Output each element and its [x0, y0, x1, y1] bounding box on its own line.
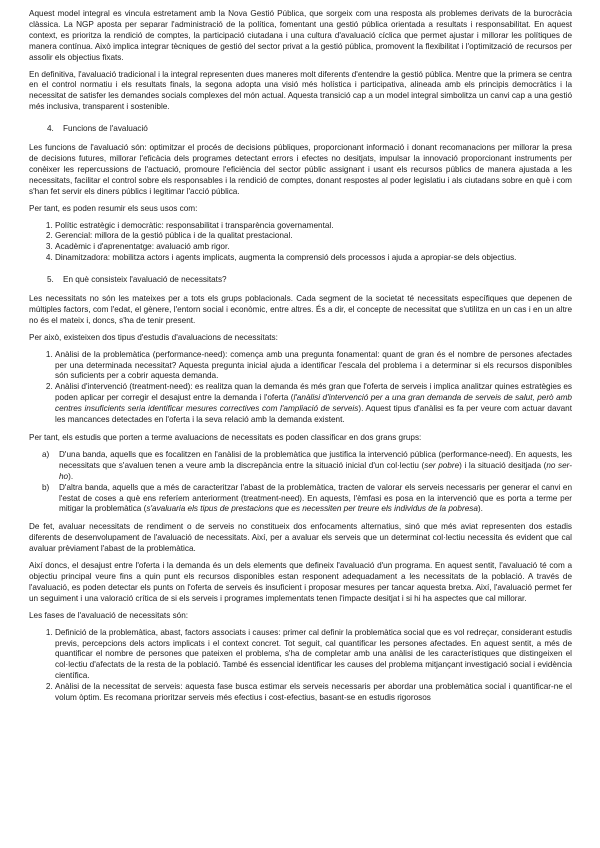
list-item	[55, 382, 572, 426]
item-text: ).	[477, 504, 483, 514]
document-page	[29, 9, 572, 711]
item-text: Anàlisi d'intervenció (treatment-need): es realitza quan la demanda és més gran que l'oferta de serveis i implica analitzar quines estratègies es poden aplicar per corregir el desajust entre la demanda i l'oferta (	[55, 382, 572, 403]
paragraph-mismatch: Així doncs, el desajust entre l'oferta i la demanda és un dels elements que defineix l'avaluació d'un programa. En aquest sentit, l'avaluació té com a objectiu principal veure fins a quin punt els recursos disponibles estan responent adequadament a les necessitats de la població. A través de l'avaluació, es poden detectar els punts on l'oferta de serveis és insuficient i proposar mesures per tancar aquesta bretxa. Així, l'avaluació permet fer un seguiment i una valoració crítica de si els serveis i programes implementats tenen l'impacte desitjat i si hi ha aspectes que cal millorar.	[29, 561, 572, 603]
section-number: 4.	[47, 124, 54, 134]
types-list	[29, 350, 572, 426]
item-marker: a)	[42, 449, 50, 459]
section-heading-4	[47, 124, 572, 135]
section-title: Funcions de l'avaluació	[63, 124, 148, 134]
item-example: l'anàlisi d'intervenció per a una gran demanda de serveis de salut, però amb centres insuficients seria identificar mesures correctives com l'ampliació de serveis	[55, 393, 572, 414]
paragraph-phases-intro: Les fases de l'avaluació de necessitats són:	[29, 610, 189, 620]
item-text: ) i la situació desitjada (	[459, 460, 547, 470]
item-text: ). Aquest tipus d'anàlisi es fa per veure com actuar davant les mancances detectades en l'oferta i la seva relació amb la demanda existent.	[55, 404, 572, 425]
item-example: ser pobre	[424, 460, 460, 470]
paragraph-ngp: Aquest model integral es vincula estretament amb la Nova Gestió Pública, que sorgeix com una resposta als problemes derivats de la burocràcia clàssica. La NGP aposta per separar l'administració de la política, fomentant una gestió pública orientada a resultats i responsabilitat. En aquest context, es prioritza la rendició de comptes, la participació ciutadana i una cultura d'avaluació cíclica que permet ajustar i millorar les polítiques de manera contínua. Això implica integrar tècniques de gestió del sector privat a la gestió pública, promovent la flexibilitat i l'optimització de recursos per assolir els objectius fixats.	[29, 9, 572, 62]
paragraph-groups-intro: Per tant, els estudis que porten a terme avaluacions de necessitats es poden classificar en dos grans grups:	[29, 433, 422, 442]
list-item: 4. Dinamitzadora: mobilitza actors i agents implicats, augmenta la comprensió dels processos i ajuda a apropiar-se dels objectius.	[55, 253, 572, 264]
list-item: 2. Anàlisi de la necessitat de serveis: aquesta fase busca estimar els serveis necessaris per abordar una problemàtica social i quantificar-ne el volum òptim. Es recomana prioritzar serveis més efectius i cost-efectius, basant-se en estudis rigorosos	[55, 682, 572, 704]
section-number: 5.	[47, 275, 54, 285]
item-text: D'altra banda, aquells que a més de caracteritzar l'abast de la problemàtica, tracten de valorar els serveis necessaris per generar el canvi en l'estat de coses a què ens referíem anteriorment (treatment-need). En aquests, l'èmfasi es posa en la intervenció que es porta a terme per mitigar la problemàtica (	[59, 482, 572, 514]
list-item: 1. Anàlisi de la problemàtica (performance-need): comença amb una pregunta fonamental: quant de gran és el nombre de persones afectades per una determinada necessitat? Aquesta pregunta inicial ajuda a identificar l'escala del problema i a determinar si els recursos disponibles són suficients per a cobrir aquesta demanda.	[55, 350, 572, 383]
list-item: 2. Gerencial: millora de la gestió pública i de la qualitat prestacional.	[55, 231, 572, 242]
paragraph-stages: De fet, avaluar necessitats de rendiment o de serveis no constitueix dos enfocaments alternatius, sinó que més aviat representen dos estadis diferents de desenvolupament de l'avaluació de necessitats. Així, per a avaluar els serveis que un determinat col·lectiu necessita és evident que cal avaluar prèviament l'abast de la problemàtica.	[29, 522, 572, 554]
groups-list	[29, 450, 572, 515]
list-item: 1. Definició de la problemàtica, abast, factors associats i causes: primer cal definir la problemàtica social que es vol redreçar, considerant estudis previs, percepcions dels actors implicats i el context concret. Tot seguit, cal quantificar les persones afectades. En aquest sentit, a més de quantificar el nombre de persones que pateixen el problema, s'ha de completar amb una anàlisi de les característiques que distingeixen el col·lectiu d'afectats de la resta de la població. També és essencial identificar les causes del problema mitjançant investigació social i evidència científica.	[55, 628, 572, 683]
list-item	[42, 449, 572, 483]
section-heading-5	[47, 275, 572, 286]
uses-list	[29, 221, 572, 265]
list-item: 3. Acadèmic i d'aprenentatge: avaluació amb rigor.	[55, 242, 572, 253]
section-title: En què consisteix l'avaluació de necessitats?	[63, 275, 227, 285]
list-item	[42, 482, 572, 516]
paragraph-uses-intro: Per tant, es poden resumir els seus usos com:	[29, 203, 198, 213]
item-marker: b)	[42, 482, 50, 492]
item-text: ).	[68, 471, 74, 481]
list-item: 1. Polític estratègic i democràtic: responsabilitat i transparència governamental.	[55, 221, 572, 232]
item-example: s'avaluaria els tipus de prestacions que es necessiten per treure els individus de la pobresa	[146, 504, 478, 514]
item-text: D'una banda, aquells que es focalitzen en l'anàlisi de la problemàtica que justifica la intervenció pública (performance-need). En aquests, les necessitats que s'avaluen tenen a veure amb la discrepància entre la situació inicial d'un col·lectiu (	[59, 449, 572, 470]
paragraph-functions: Les funcions de l'avaluació són: optimitzar el procés de decisions públiques, proporcionant informació i donant recomanacions per millorar la presa de decisions futures, millorar l'eficàcia dels programes detectant errors i efectes no desitjats, impulsar la innovació proporcionant instruments per conèixer les repercussions de l'actuació, promoure l'eficiència del sector públic assignant i usant els recursos públics de manera ajustada a les necessitats, facilitar el control sobre els responsables i la rendició de comptes, donant respostes al poder legislatiu i als ciutadans sobre en què i com s'han fet servir els diners públics i legitimar l'acció pública.	[29, 143, 572, 196]
item-example: no ser-ho	[59, 460, 572, 481]
paragraph-types-intro: Per això, existeixen dos tipus d'estudis d'avaluacions de necessitats:	[29, 332, 278, 342]
paragraph-conclusion: En definitiva, l'avaluació tradicional i la integral representen dues maneres molt diferents d'entendre la gestió pública. Mentre que la primera se centra en el control normatiu i els resultats finals, la segona adopta una visió més holística i participativa, alineada amb els principis democràtics i la necessitat de satisfer les demandes socials complexes del món actual. Aquesta transició cap a un model integral simbolitza un canvi cap a una gestió més inclusiva, transparent i sostenible.	[29, 69, 572, 112]
phases-list	[29, 628, 572, 704]
paragraph-needs: Les necessitats no són les mateixes per a tots els grups poblacionals. Cada segment de la societat té necessitats específiques que depenen de múltiples factors, com l'edat, el gènere, l'entorn social i econòmic, entre altres. És a dir, el concepte de necessitat que s'utilitza en un cas i en un altre no és el mateix i, doncs, s'ha de tenir present.	[29, 294, 572, 325]
